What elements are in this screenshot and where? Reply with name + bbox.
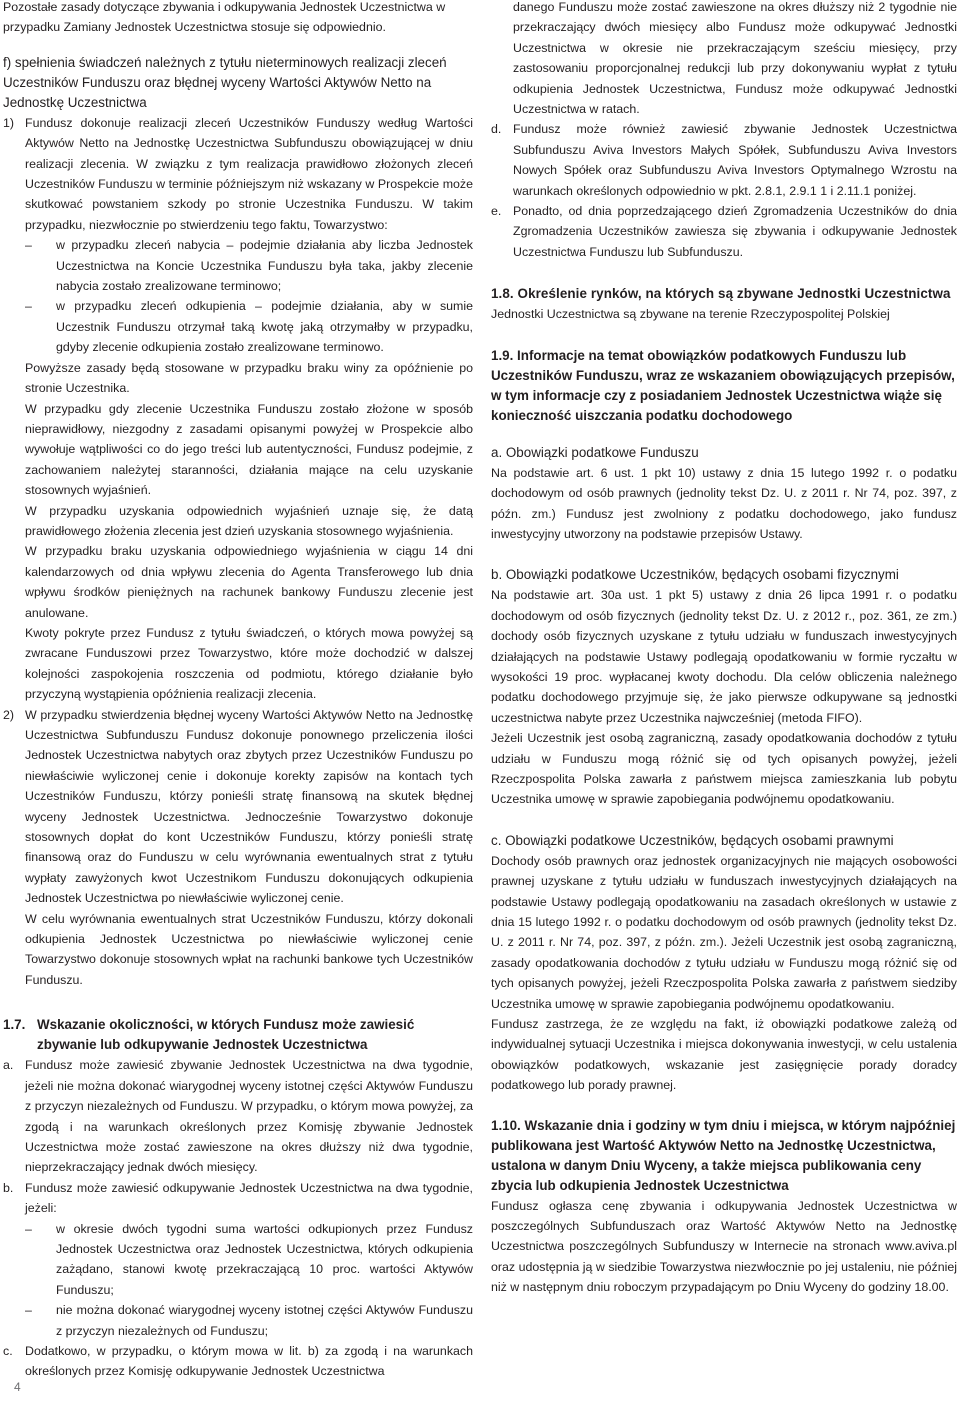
section-1-7-d-letter: d. <box>491 122 502 137</box>
section-1-7-d-text: Fundusz może również zawiesić zbywanie Jednostek Uczestnictwa Subfunduszu Aviva Investors Małych Spółek, Subfunduszu Aviva Investors Nowych Spółek oraz Subfunduszu Aviva Investors Optymalnego Wzrostu na warunkach określonych odpowiednio w pkt. 2.8.1, 2.9.1 1 i 2.11.1 poniżej. <box>513 122 957 198</box>
section-1-7-number: 1.7. <box>3 1017 26 1033</box>
left-column <box>3 0 473 1382</box>
section-1-7-b <box>3 1178 473 1219</box>
intro-paragraph: Pozostałe zasady dotyczące zbywania i odkupywania Jednostek Uczestnictwa w przypadku Zamiany Jednostek Uczestnictwa stosuje się odpowiednio. <box>3 0 446 35</box>
section-1-9-c-text: Dochody osób prawnych oraz jednostek organizacyjnych nie mających osobowości prawnej uzyskane z tytułu udziału w funduszach inwestycyjnych działających na podstawie Ustawy podlegają opodatkowaniu na zasadach określonych w ustawie z dnia 15 lutego 1992 r. o podatku dochodowym od osób prawnych (jednolity tekst Dz. U. z 2011 r. Nr 74, poz. 397, z późn. zm.). Jeżeli Uczestnik jest osobą zagraniczną, zasady opodatkowania dochodów z tytułu udziału w Funduszu mogą różnić się od tych opisanych powyżej, jeżeli Rzeczpospolita Polska zawarła z państwem siedziby Uczestnika umowę w sprawie zapobiegania podwójnemu opodatkowaniu. <box>491 853 957 1011</box>
item-2-number: 2) <box>3 707 15 722</box>
item-2-paragraph-2: W celu wyrównania ewentualnych strat Uczestników Funduszu, którzy dokonali odkupienia Jednostek Uczestnictwa po niewłaściwie wyliczonej cenie Towarzystwo dokonuje stosownych wpłat na rachunki bankowe tych Uczestników Funduszu. <box>25 911 473 987</box>
right-column <box>491 0 957 1298</box>
section-1-7-b-letter: b. <box>3 1180 14 1195</box>
section-1-7-b-text: Fundusz może zawiesić odkupywanie Jednostek Uczestnictwa na dwa tygodnie, jeżeli: <box>25 1180 473 1216</box>
section-1-9-c-title: c. Obowiązki podatkowe Uczestników, będących osobami prawnymi <box>491 832 894 848</box>
page-number: 4 <box>14 1380 21 1394</box>
section-1-9-b-text-2: Jeżeli Uczestnik jest osobą zagraniczną, zasady opodatkowania dochodów z tytułu udziału w Funduszu mogą różnić się od tych opisanych powyżej, jeżeli Rzeczpospolita Polska zawarła z państwem miejsca zamieszkania lub pobytu Uczestnika umowę w sprawie zapobiegania podwójnemu opodatkowaniu. <box>491 731 957 807</box>
section-1-7-e <box>491 201 957 262</box>
section-1-7-e-text: Ponadto, od dnia poprzedzającego dzień Zgromadzenia Uczestników do dnia Zgromadzenia Uczestników zawiesza się zbywania i odkupywanie Jednostek Uczestnictwa Funduszu lub Subfunduszu. <box>513 204 957 259</box>
item-1 <box>3 113 473 235</box>
section-1-7-a-letter: a. <box>3 1058 14 1073</box>
section-1-7-a-text: Fundusz może zawiesić zbywanie Jednostek Uczestnictwa na dwa tygodnie, jeżeli nie można dokonać wiarygodnej wyceny istotnej części Aktywów Funduszu z przyczyn niezależnych od Funduszu. W przypadku, o którym mowa powyżej, za zgodą i na warunkach określonych przez Komisję zbywanie Jednostek Uczestnictwa może zostać zawieszone na okres dłuższy niż dwa tygodnie, nieprzekraczający jednak dwóch miesięcy. <box>25 1058 473 1175</box>
item-1-dash-2-text: w przypadku zleceń odkupienia – podejmie działania, aby w sumie Uczestnik Funduszu otrzymał taką kwotę jaką otrzymałby w przypadku, gdyby zlecenie odkupienia zostało zrealizowane terminowo. <box>56 299 473 355</box>
section-1-10-text: Fundusz ogłasza cenę zbywania i odkupywania Jednostek Uczestnictwa w poszczególnych Subfunduszach oraz Wartość Aktywów Netto na Jednostkę Uczestnictwa poszczególnych Subfunduszy w Internecie na stronach www.aviva.pl oraz udostępnia ją w siedzibie Towarzystwa niezwłocznie po jej ustaleniu, nie później niż w następnym dniu roboczym przypadającym po Dniu Wyceny do godziny 18.00. <box>491 1198 957 1295</box>
item-1-dash-1: – w przypadku zleceń nabycia – podejmie działania aby liczba Jednostek Uczestnictwa na Koncie Uczestnika Funduszu była taka, jakby zlecenie nabycia zostało zrealizowane terminowo; <box>3 235 473 296</box>
item-1-paragraph-2: Powyższe zasady będą stosowane w przypadku braku winy za opóźnienie po stronie Uczestnika. <box>25 360 473 396</box>
section-1-9-b-text: Na podstawie art. 30a ust. 1 pkt 5) ustawy z dnia 26 lipca 1991 r. o podatku dochodowym od osób fizycznych (jednolity tekst Dz. U. z 2012 r., poz. 361, ze zm.) dochody osób fizycznych uzyskane z tytułu udziału w funduszach inwestycyjnych działających na podstawie Ustawy podlegają opodatkowaniu w formie ryczałtu w wysokości 19 proc. wypłacanej kwoty dochodu. Dla celów obliczenia należnego podatku dochodowego przyjmuje się, że jako pierwsze odkupywane są jednostki uczestnictwa nabyte przez Uczestnika najwcześniej (metoda FIFO). <box>491 588 957 725</box>
section-1-9-a-title: a. Obowiązki podatkowe Funduszu <box>491 444 699 460</box>
section-1-9-a-text: Na podstawie art. 6 ust. 1 pkt 10) ustawy z dnia 15 lutego 1992 r. o podatku dochodowym od osób prawnych (jednolity tekst Dz. U. z 2011 r. Nr 74, poz. 397, z późn. zm.) Fundusz jest zwolniony z podatku dochodowego, jako fundusz inwestycyjny utworzony na podstawie przepisów Ustawy. <box>491 465 957 541</box>
item-1-dash-2: – w przypadku zleceń odkupienia – podejmie działania, aby w sumie Uczestnik Funduszu otrzymał taką kwotę jaką otrzymałby w przypadku, gdyby zlecenie odkupienia zostało zrealizowane terminowo. <box>3 296 473 357</box>
item-1-paragraph-5: W przypadku braku uzyskania odpowiedniego wyjaśnienia w ciągu 14 dni kalendarzowych od dnia wpływu zlecenia do Agenta Transferowego lub dnia wpływu środków pieniężnych na rachunek bankowy Funduszu zlecenie jest anulowane. <box>25 544 473 620</box>
item-1-number: 1) <box>3 115 15 130</box>
section-1-7-b-dash-2: – nie można dokonać wiarygodnej wyceny istotnej części Aktywów Funduszu z przyczyn niezależnych od Funduszu; <box>3 1300 473 1341</box>
item-1-dash-1-text: w przypadku zleceń nabycia – podejmie działania aby liczba Jednostek Uczestnictwa na Koncie Uczestnika Funduszu była taka, jakby zlecenie nabycia zostało zrealizowane terminowo; <box>56 238 473 294</box>
section-1-7-heading <box>3 1015 473 1055</box>
section-1-9-title: 1.9. Informacje na temat obowiązków podatkowych Funduszu lub Uczestników Funduszu, wraz ze wskazaniem obowiązujących przepisów, w tym informacje czy z posiadaniem Jednostek Uczestnictwa wiąże się konieczność uiszczania podatku dochodowego <box>491 347 955 423</box>
section-1-7-b-dash-2-text: nie można dokonać wiarygodnej wyceny istotnej części Aktywów Funduszu z przyczyn niezależnych od Funduszu; <box>56 1303 473 1338</box>
section-1-10-title: 1.10. Wskazanie dnia i godziny w tym dniu i miejsca, w którym najpóźniej publikowana jest Wartość Aktywów Netto na Jednostkę Uczestnictwa, ustalona w danym Dniu Wyceny, a także miejsca publikowania ceny zbycia lub odkupienia Jednostek Uczestnictwa <box>491 1117 956 1193</box>
section-1-7-title: Wskazanie okoliczności, w których Fundusz może zawiesić zbywanie lub odkupywanie Jednostek Uczestnictwa <box>37 1017 415 1053</box>
item-2-text: W przypadku stwierdzenia błędnej wyceny Wartości Aktywów Netto na Jednostkę Uczestnictwa Subfunduszu Fundusz dokonuje ponownego przeliczenia ilości Jednostek Uczestnictwa nabytych oraz zbytych przez Uczestników Funduszu po niewłaściwie wyliczonej cenie i dokonuje korekty zapisów na kontach tych Uczestników Funduszu, którzy ponieśli stratę finansową na skutek błędnej wyceny Jednostek Uczestnictwa. Jednocześnie Towarzystwo dokonuje stosownych dopłat do kont Uczestników Funduszu, którzy ponieśli stratę finansową oraz do Funduszu w celu wyrównania ewentualnych strat z tytułu wypłaty zawyżonych kwot Uczestnikom Funduszu dokonujących odkupienia Jednostek Uczestnictwa po niewłaściwie wyliczonej cenie. <box>25 707 473 906</box>
section-1-8-text: Jednostki Uczestnictwa są zbywane na terenie Rzeczypospolitej Polskiej <box>491 307 890 322</box>
section-1-7-b-dash-1-text: w okresie dwóch tygodni suma wartości odkupionych przez Fundusz Jednostek Uczestnictwa oraz Jednostek Uczestnictwa, których odkupienia zażądano, stanowi kwotę przekraczającą 10 proc. wartości Aktywów Funduszu; <box>56 1221 473 1297</box>
section-1-9-c-text-2: Fundusz zastrzega, że ze względu na fakt, iż obowiązki podatkowe zależą od indywidualnej sytuacji Uczestnika i miejsca dokonywania inwestycji, w celu ustalenia obowiązków podatkowych, wskazanie jest zasięgnięcie porady doradcy podatkowego lub porady prawnej. <box>491 1017 957 1093</box>
section-f-heading: f) spełnienia świadczeń należnych z tytułu nieterminowych realizacji zleceń Uczestników Funduszu oraz błędnej wyceny Wartości Aktywów Netto na Jednostkę Uczestnictwa <box>3 54 447 110</box>
section-1-7-d <box>491 119 957 201</box>
section-1-7-a <box>3 1055 473 1177</box>
section-1-7-e-letter: e. <box>491 204 502 219</box>
section-1-7-c-letter: c. <box>3 1343 13 1358</box>
item-1-paragraph-6: Kwoty pokryte przez Fundusz z tytułu świadczeń, o których mowa powyżej są zwracane Funduszowi przez Towarzystwo, które może dochodzić w dalszej kolejności zaspokojenia roszczenia od podmiotu, którego działanie było przyczyną wystąpienia opóźnienia realizacji zlecenia. <box>25 625 473 702</box>
item-1-paragraph-4: W przypadku uzyskania odpowiednich wyjaśnień uznaje się, że datą prawidłowego złożenia zlecenia jest dzień uzyskania stosownego wyjaśnienia. <box>25 503 473 538</box>
item-2 <box>3 705 473 991</box>
continuation-text: danego Funduszu może zostać zawieszone na okres dłuższy niż 2 tygodnie nie przekraczający dwóch miesięcy albo Fundusz może odkupywać Jednostki Uczestnictwa w okresie nie przekraczającym sześciu miesięcy, przy zastosowaniu proporcjonalnej redukcji lub przy dokonywaniu wypłat z tytułu odkupienia Jednostek Uczestnictwa, Fundusz może odkupywać Jednostki Uczestnictwa w ratach. <box>513 0 957 117</box>
section-1-9-b-title: b. Obowiązki podatkowe Uczestników, będących osobami fizycznymi <box>491 567 899 583</box>
item-1-text: Fundusz dokonuje realizacji zleceń Uczestników Funduszy według Wartości Aktywów Netto na Jednostkę Uczestnictwa Subfunduszu obowiązującej w dniu realizacji zlecenia. W związku z tym realizacja prawidłowo złożonych zleceń Uczestników Funduszu w terminie późniejszym niż wskazany w Prospekcie może skutkować powstaniem szkody po stronie Uczestnika Funduszu. W takim przypadku, niezwłocznie po stwierdzeniu tego faktu, Towarzystwo: <box>25 115 473 232</box>
section-1-8-title: 1.8. Określenie rynków, na których są zbywane Jednostki Uczestnictwa <box>491 286 951 302</box>
section-1-7-c <box>3 1341 473 1382</box>
section-1-7-b-dash-1: – w okresie dwóch tygodni suma wartości odkupionych przez Fundusz Jednostek Uczestnictwa oraz Jednostek Uczestnictwa, których odkupienia zażądano, stanowi kwotę przekraczającą 10 proc. wartości Aktywów Funduszu; <box>3 1219 473 1301</box>
item-1-paragraph-3: W przypadku gdy zlecenie Uczestnika Funduszu zostało złożone w sposób nieprawidłowy, niezgodny z zasadami opisanymi powyżej w Prospekcie albo wywołuje wątpliwości co do jego treści lub autentyczności, Fundusz podejmie, z zachowaniem należytej staranności, działania mające na celu uzyskanie stosownych wyjaśnień. <box>25 401 473 498</box>
section-1-7-c-text: Dodatkowo, w przypadku, o którym mowa w lit. b) za zgodą i na warunkach określonych przez Komisję odkupywanie Jednostek Uczestnictwa <box>25 1343 473 1379</box>
